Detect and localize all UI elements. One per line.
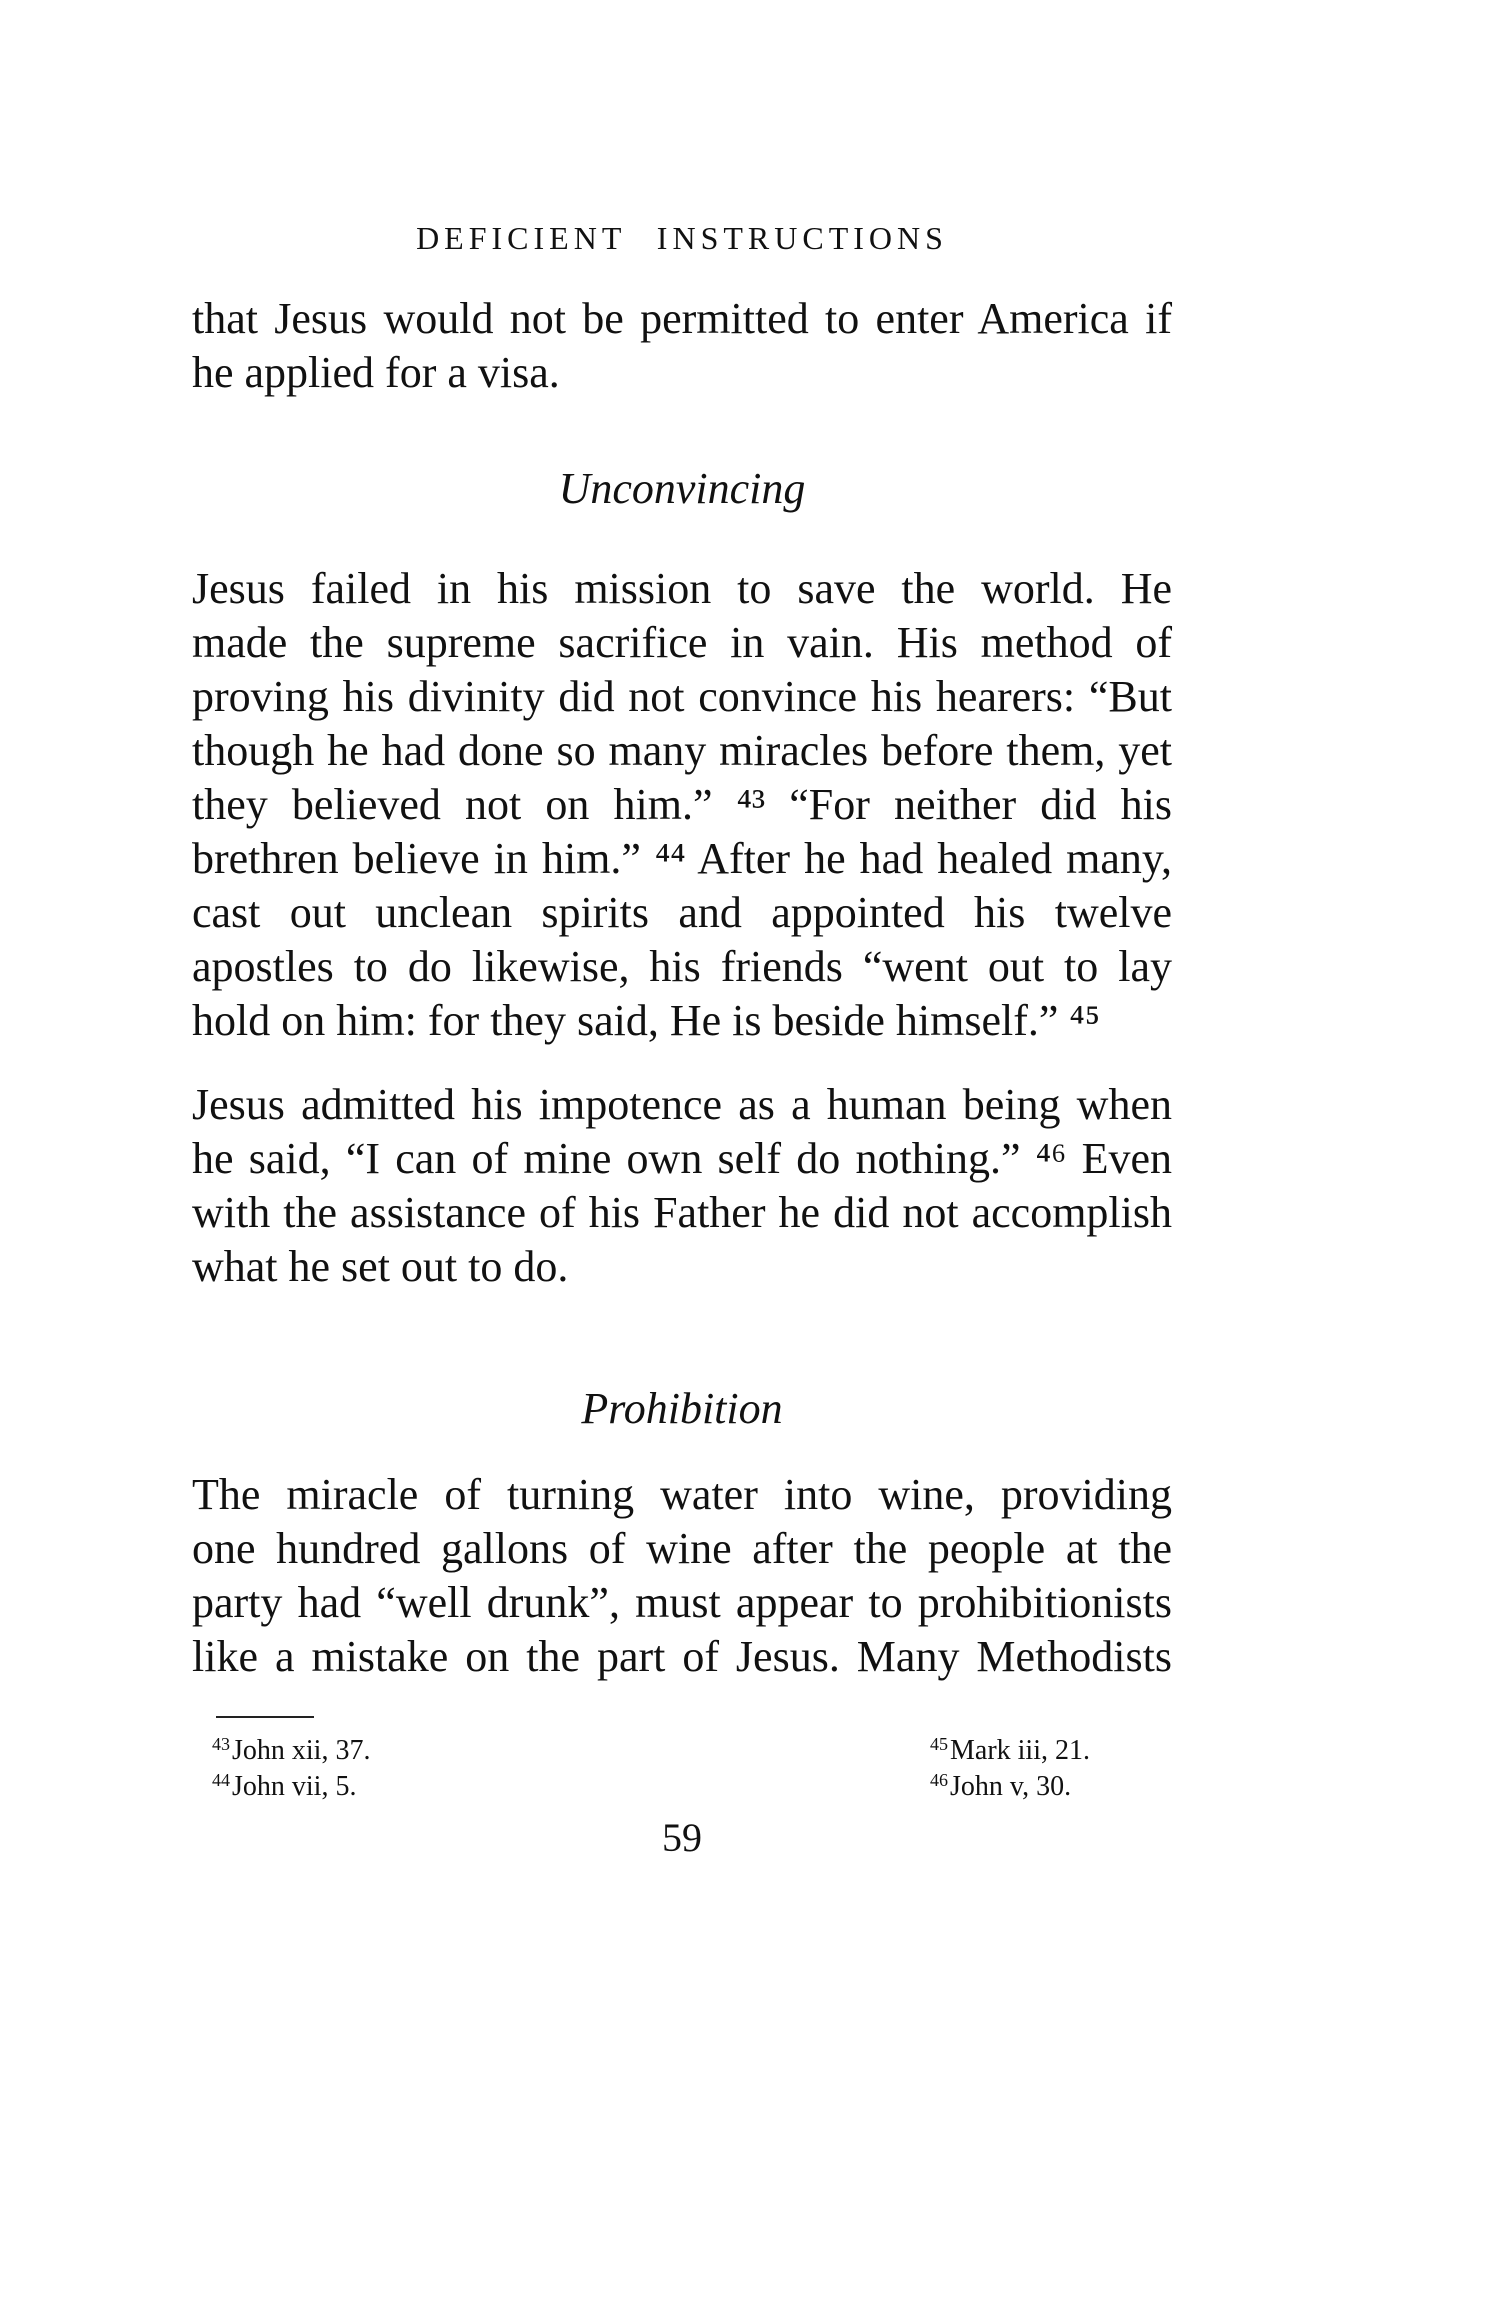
book-page	[192, 0, 1172, 2314]
text-line: though he had done so many miracles before them, yet	[192, 726, 1172, 775]
text-line: Jesus failed in his mission to save the world. He	[192, 564, 1172, 613]
text-line: with the assistance of his Father he did not accomplish	[192, 1188, 1172, 1237]
text-line: that Jesus would not be permitted to enter America if	[192, 294, 1172, 343]
text-line: apostles to do likewise, his friends “went out to lay	[192, 942, 1172, 991]
text-line: The miracle of turning water into wine, providing	[192, 1470, 1172, 1519]
text-line: what he set out to do.	[192, 1242, 569, 1291]
text-line: cast out unclean spirits and appointed his twelve	[192, 888, 1172, 937]
footnote-text: Mark iii, 21.	[950, 1735, 1090, 1766]
running-head: DEFICIENT INSTRUCTIONS	[416, 220, 948, 256]
intro-paragraph	[192, 292, 1172, 400]
text-line: he said, “I can of mine own self do nothing.” ⁴⁶ Even	[192, 1134, 1172, 1183]
footnote-text: John xii, 37.	[232, 1735, 371, 1766]
footnote-number: 43	[212, 1734, 230, 1754]
text-line: they believed not on him.” ⁴³ “For neither did his	[192, 780, 1172, 829]
text-line: proving his divinity did not convince his hearers: “But	[192, 672, 1172, 721]
text-line: party had “well drunk”, must appear to prohibitionists	[192, 1578, 1172, 1627]
text-line: he applied for a visa.	[192, 348, 560, 397]
text-line: brethren believe in him.” ⁴⁴ After he had healed many,	[192, 834, 1172, 883]
section-heading-unconvincing: Unconvincing	[558, 464, 806, 513]
section-heading-prohibition: Prohibition	[581, 1384, 783, 1433]
section1-paragraph1	[192, 562, 1172, 1048]
footnote-44	[212, 1762, 356, 1805]
footnote-rule	[216, 1716, 314, 1718]
text-line: hold on him: for they said, He is beside himself.” ⁴⁵	[192, 996, 1101, 1045]
footnote-number: 45	[930, 1734, 948, 1754]
footnote-text: John vii, 5.	[232, 1771, 357, 1802]
text-line: Jesus admitted his impotence as a human being when	[192, 1080, 1172, 1129]
page-number: 59	[662, 1815, 702, 1860]
section2-paragraph1	[192, 1468, 1172, 1684]
footnote-text: John v, 30.	[950, 1771, 1072, 1802]
footnote-number: 46	[930, 1770, 948, 1790]
section1-paragraph2	[192, 1078, 1172, 1294]
footnote-number: 44	[212, 1770, 230, 1790]
text-line: one hundred gallons of wine after the people at the	[192, 1524, 1172, 1573]
text-line: made the supreme sacrifice in vain. His method of	[192, 618, 1172, 667]
text-line: like a mistake on the part of Jesus. Many Methodists	[192, 1632, 1172, 1681]
footnote-46	[930, 1762, 1071, 1805]
